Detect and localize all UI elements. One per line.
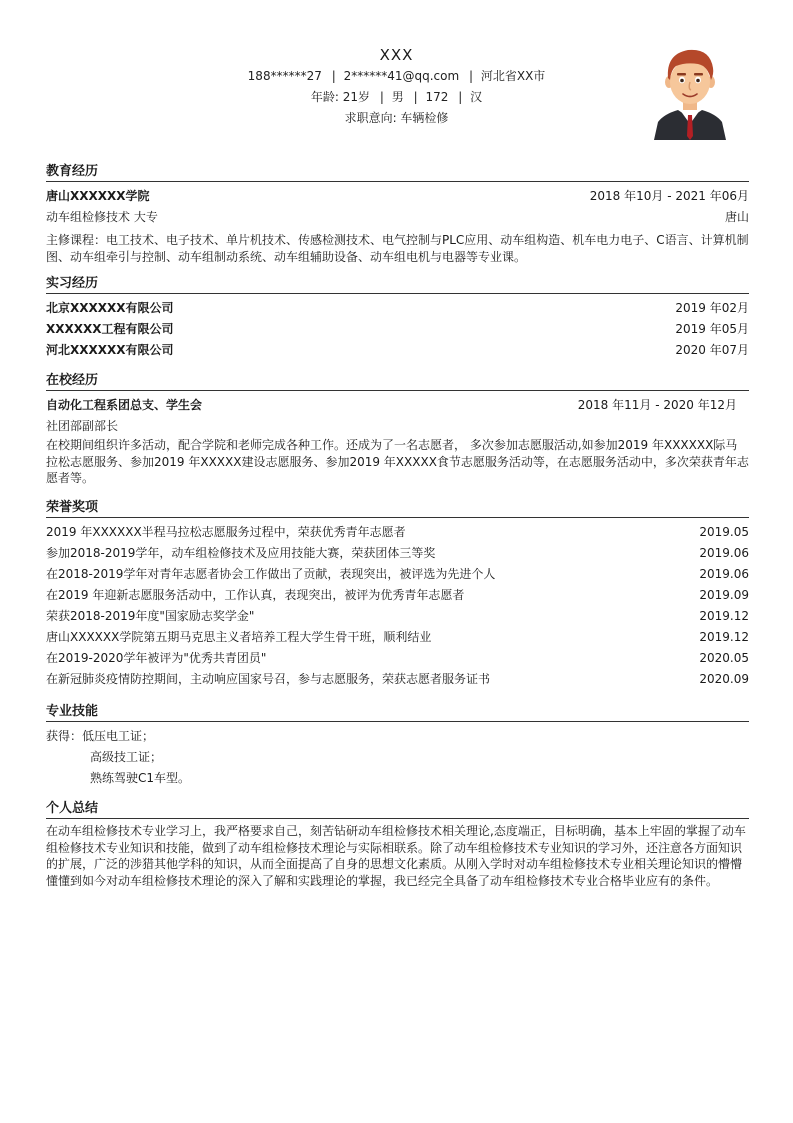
- honor-text: 荣获2018-2019年度"国家励志奖学金": [46, 609, 255, 623]
- campus-role: 社团部副部长: [46, 419, 119, 433]
- school-city: 唐山: [724, 210, 749, 224]
- internship-company: XXXXXX工程有限公司: [46, 322, 174, 336]
- honor-text: 在2019 年迎新志愿服务活动中，工作认真，表现突出，被评为优秀青年志愿者: [46, 588, 465, 602]
- gender: 男: [391, 90, 404, 104]
- campus-description: 在校期间组织许多活动，配合学院和老师完成各种工作。还成为了一名志愿者， 多次参加志愿服活动,如参加2019 年XXXXXX际马拉松志愿服务、参加2019 年XXXXX建设志愿服务、参加2019 年XXXXX食节志愿服务活动等，在志愿服务活动中，多次荣获青年志愿者等。: [46, 438, 749, 485]
- honor-date: 2019.06: [699, 546, 749, 560]
- honor-row: [46, 585, 749, 606]
- honor-date: 2020.05: [699, 651, 749, 665]
- honor-text: 在2018-2019学年对青年志愿者协会工作做出了贡献，表现突出，被评选为先进个人: [46, 567, 496, 581]
- campus-section: [46, 371, 749, 487]
- candidate-name: XXX: [379, 46, 414, 64]
- contact-line: 188******27 | 2******41@qq.com | 河北省XX市: [247, 69, 546, 83]
- campus-role-row: [46, 416, 749, 437]
- personal-info-line: 年龄: 21岁 | 男 | 172 | 汉: [310, 90, 483, 104]
- honor-row: [46, 627, 749, 648]
- skills-section: [46, 702, 749, 789]
- honor-row: [46, 522, 749, 543]
- internship-date: 2019 年02月: [675, 301, 749, 315]
- honor-row: [46, 648, 749, 669]
- summary-title: 个人总结: [46, 799, 749, 819]
- honors-section: [46, 498, 749, 690]
- campus-org: 自动化工程系团总支、学生会: [46, 398, 203, 412]
- avatar: [650, 44, 730, 140]
- ethnicity: 汉: [470, 90, 483, 104]
- summary-section: [46, 799, 749, 889]
- education-major-row: [46, 207, 749, 228]
- skill-item: 获得：低压电工证；: [46, 729, 155, 743]
- honor-text: 在新冠肺炎疫情防控期间，主动响应国家号召，参与志愿服务，荣获志愿者服务证书: [46, 672, 491, 686]
- internship-row: [46, 340, 749, 361]
- internship-date: 2019 年05月: [675, 322, 749, 336]
- campus-title: 在校经历: [46, 371, 749, 391]
- honor-text: 参加2018-2019学年，动车组检修技术及应用技能大赛，荣获团体三等奖: [46, 546, 436, 560]
- internship-company: 河北XXXXXX有限公司: [46, 343, 174, 357]
- honor-text: 唐山XXXXXX学院第五期马克思主义者培养工程大学生骨干班，顺利结业: [46, 630, 432, 644]
- job-intention: 求职意向: 车辆检修: [344, 111, 449, 125]
- education-title: 教育经历: [46, 162, 749, 182]
- internship-date: 2020 年07月: [675, 343, 749, 357]
- honor-date: 2019.12: [699, 609, 749, 623]
- honor-row: [46, 543, 749, 564]
- honor-row: [46, 669, 749, 690]
- campus-period: 2018 年11月 - 2020 年12月: [577, 398, 737, 412]
- internship-row: [46, 319, 749, 340]
- education-section: [46, 162, 749, 265]
- honor-date: 2020.09: [699, 672, 749, 686]
- major: 动车组检修技术 大专: [46, 210, 158, 224]
- summary-text: 在动车组检修技术专业学习上，我严格要求自己，刻苦钻研动车组检修技术相关理论,态度端正，目标明确，基本上牢固的掌握了动车组检修技术专业知识和技能，做到了动车组检修技术理论与实际相联系。除了动车组检修技术专业知识的学习外，还注意各方面知识的扩展，广泛的涉猎其他学科的知识，从而全面提高了自身的思想文化素质。从刚入学时对动车组检修技术专业相关理论知识的懵懵懂懂到如今对动车组检修技术理论的深入了解和实践理论的掌握，我已经完全具备了动车组检修技术专业合格毕业应有的条件。: [46, 824, 746, 888]
- honor-text: 2019 年XXXXXX半程马拉松志愿服务过程中，荣获优秀青年志愿者: [46, 525, 406, 539]
- honor-row: [46, 606, 749, 627]
- internship-row: [46, 298, 749, 319]
- skill-item: 高级技工证；: [90, 750, 163, 764]
- honor-date: 2019.05: [699, 525, 749, 539]
- internship-company: 北京XXXXXX有限公司: [46, 301, 174, 315]
- email: 2******41@qq.com: [343, 69, 460, 83]
- honors-title: 荣誉奖项: [46, 498, 749, 518]
- skills-title: 专业技能: [46, 702, 749, 722]
- education-school-row: [46, 186, 749, 207]
- phone: 188******27: [247, 69, 322, 83]
- skill-item: 熟练驾驶C1车型。: [90, 771, 191, 785]
- honor-row: [46, 564, 749, 585]
- honor-text: 在2019-2020学年被评为"优秀共青团员": [46, 651, 267, 665]
- internship-title: 实习经历: [46, 274, 749, 294]
- internship-section: [46, 274, 749, 361]
- campus-org-row: [46, 395, 749, 416]
- location: 河北省XX市: [480, 69, 546, 83]
- honor-date: 2019.12: [699, 630, 749, 644]
- age: 年龄: 21岁: [310, 90, 371, 104]
- height: 172: [425, 90, 449, 104]
- courses: 主修课程：电工技术、电子技术、单片机技术、传感检测技术、电气控制与PLC应用、动车组构造、机车电力电子、C语言、计算机制图、动车组牵引与控制、动车组制动系统、动车组辅助设备、动车组电机与电器等专业课。: [46, 233, 749, 264]
- education-period: 2018 年10月 - 2021 年06月: [589, 189, 749, 203]
- school-name: 唐山XXXXXX学院: [46, 189, 150, 203]
- honor-date: 2019.06: [699, 567, 749, 581]
- honor-date: 2019.09: [699, 588, 749, 602]
